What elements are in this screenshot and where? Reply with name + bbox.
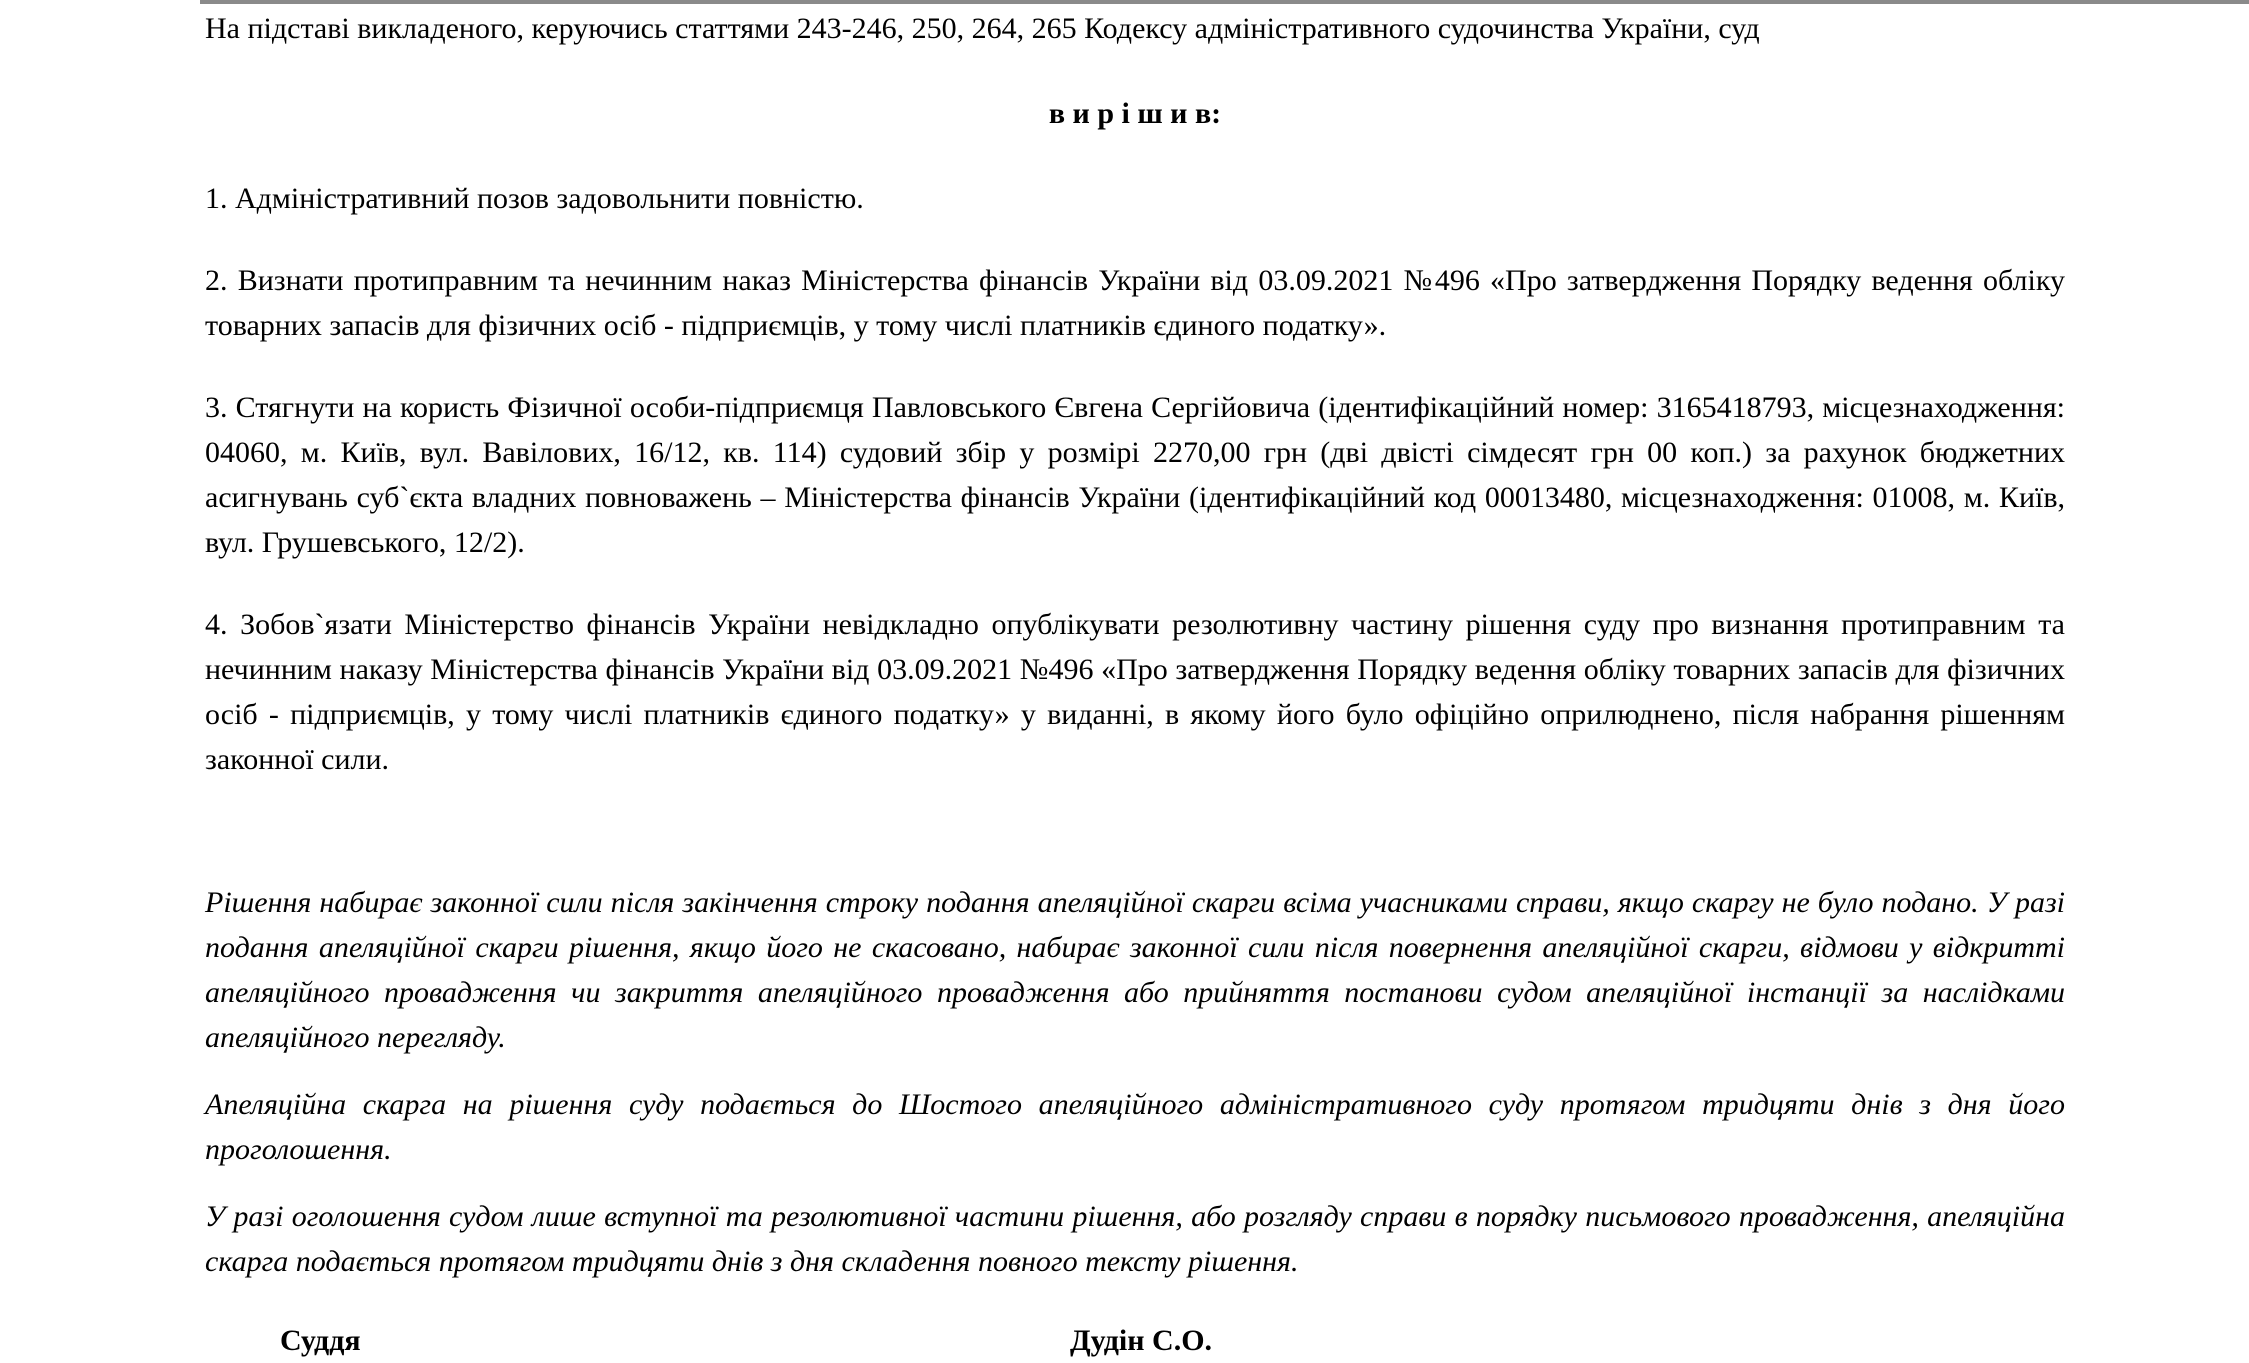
legal-basis-paragraph: На підставі викладеного, керуючись статтями 243-246, 250, 264, 265 Кодексу адміністративного судочинства України, суд [205,12,1760,45]
verdict-heading: в и р і ш и в: [1048,97,1222,130]
appeal-note-legal-force: Рішення набирає законної сили після закінчення строку подання апеляційної скарги всіма учасниками справи, якщо скаргу не було подано. У разі подання апеляційної скарги рішення, якщо його не скасовано, набирає законної сили після повернення апеляційної скарги, відмови у відкритті апеляційного провадження чи закриття апеляційного провадження або прийняття постанови судом апеляційної інстанції за наслідками апеляційного перегляду. [205,886,2065,1054]
decision-item-1: 1. Адміністративний позов задовольнити повністю. [205,182,864,215]
appeal-notes-section [205,880,2065,1284]
decision-item-2: 2. Визнати протиправним та нечинним наказ Міністерства фінансів України від 03.09.2021 №496 «Про затвердження Порядку ведення обліку товарних запасів для фізичних осіб - підприємців, у тому числі платників єдиного податку». [205,264,2065,342]
signature-row [205,1318,2065,1363]
appeal-note-filing-court: Апеляційна скарга на рішення суду подається до Шостого апеляційного адміністративного суду протягом тридцяти днів з дня його проголошення. [205,1088,2065,1166]
judge-role-label: Суддя [280,1324,361,1357]
decision-item-3: 3. Стягнути на користь Фізичної особи-підприємця Павловського Євгена Сергійовича (ідентифікаційний номер: 3165418793, місцезнаходження: 04060, м. Київ, вул. Вавілових, 16/12, кв. 114) судовий збір у розмірі 2270,00 грн (дві двісті сімдесят грн 00 коп.) за рахунок бюджетних асигнувань суб`єкта владних повноважень – Міністерства фінансів України (ідентифікаційний код 00013480, місцезнаходження: 01008, м. Київ, вул. Грушевського, 12/2). [205,391,2065,559]
page-top-border [200,0,2249,4]
document-body [205,6,2065,1363]
appeal-note-written-proceedings: У разі оголошення судом лише вступної та резолютивної частини рішення, або розгляду справи в порядку письмового провадження, апеляційна скарга подається протягом тридцяти днів з дня складення повного тексту рішення. [205,1200,2065,1278]
judge-name: Дудін С.О. [1070,1324,1213,1357]
decision-item-4: 4. Зобов`язати Міністерство фінансів України невідкладно опублікувати резолютивну частину рішення суду про визнання протиправним та нечинним наказу Міністерства фінансів України від 03.09.2021 №496 «Про затвердження Порядку ведення обліку товарних запасів для фізичних осіб - підприємців, у тому числі платників єдиного податку» у виданні, в якому його було офіційно оприлюднено, після набрання рішенням законної сили. [205,608,2065,776]
